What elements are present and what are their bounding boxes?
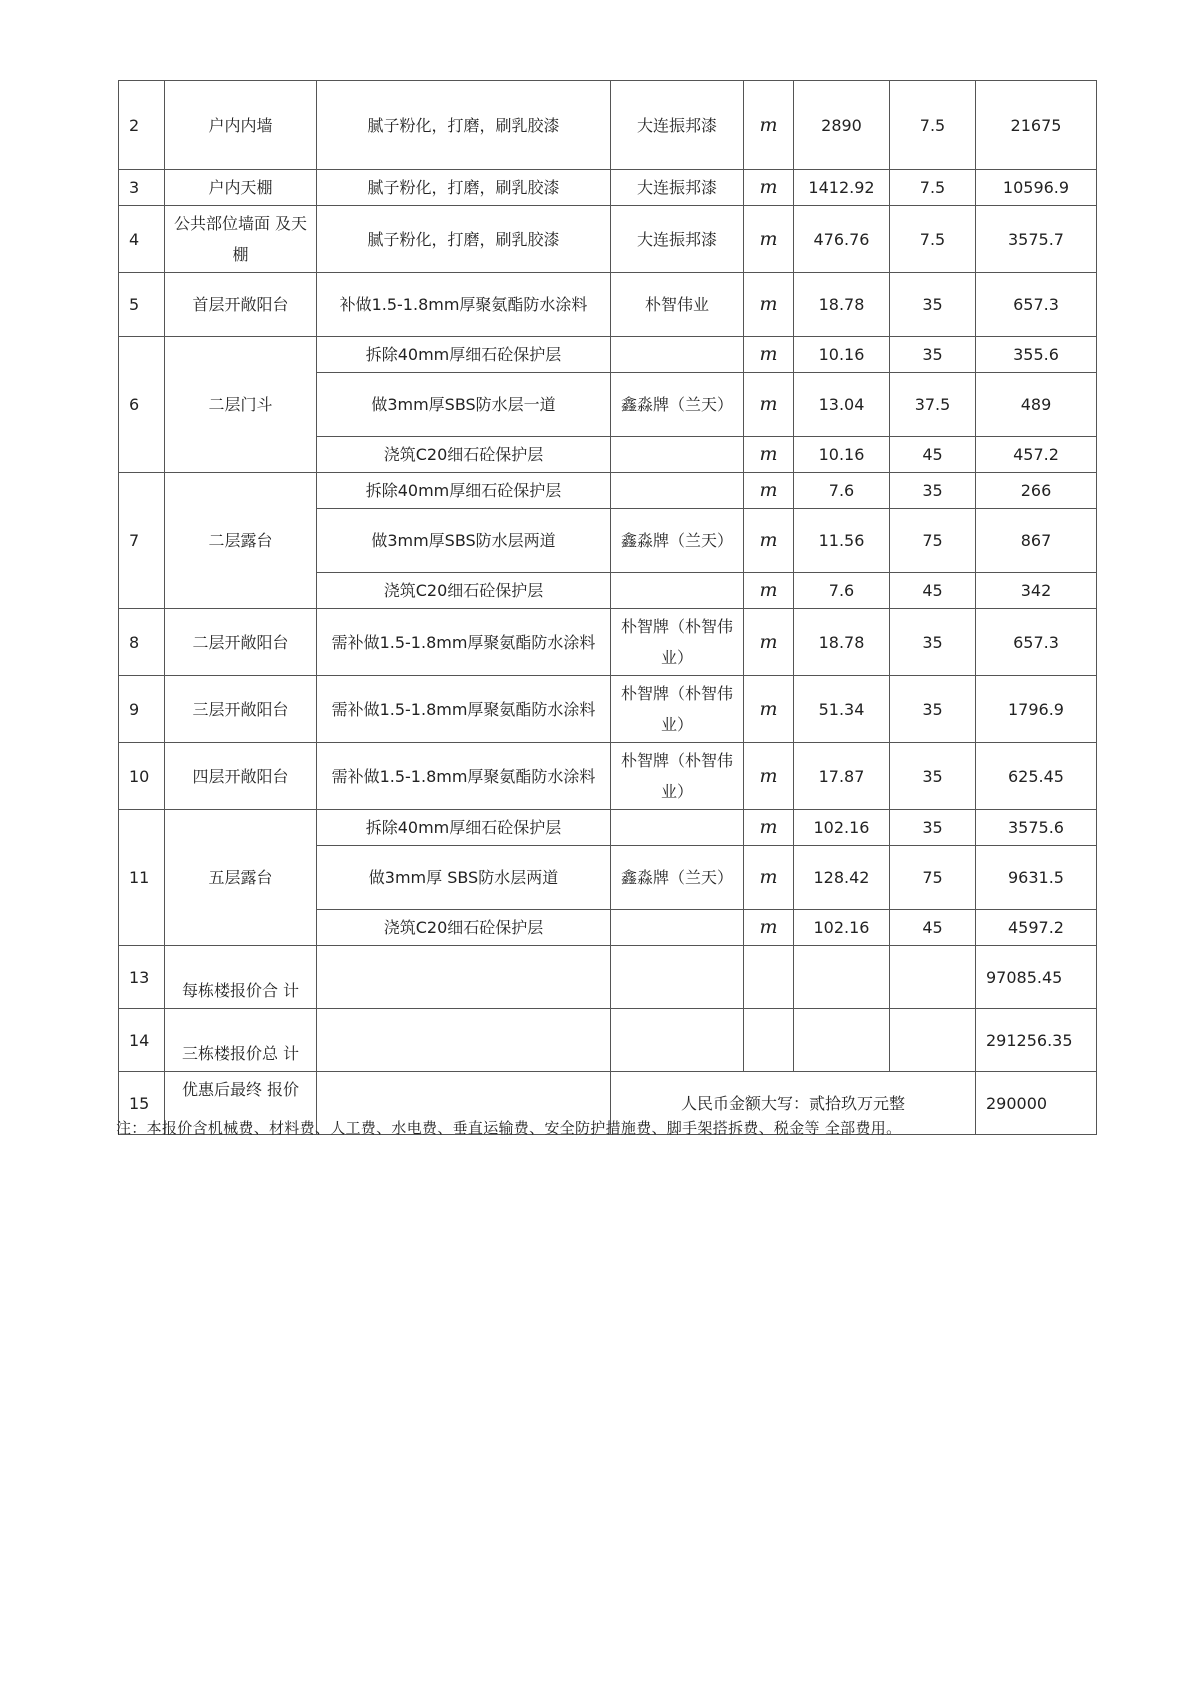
final-total: 290000 bbox=[976, 1072, 1097, 1135]
row-unit-price: 75 bbox=[890, 846, 976, 910]
row-brand: 大连振邦漆 bbox=[611, 81, 744, 170]
row-total: 867 bbox=[976, 509, 1097, 573]
row-unit: m bbox=[744, 743, 794, 810]
quotation-table bbox=[118, 80, 1097, 1135]
row-quantity: 1412.92 bbox=[794, 170, 890, 206]
row-location: 首层开敞阳台 bbox=[165, 273, 317, 337]
row-unit-price: 45 bbox=[890, 437, 976, 473]
row-number: 3 bbox=[119, 170, 165, 206]
row-total: 625.45 bbox=[976, 743, 1097, 810]
row-brand bbox=[611, 810, 744, 846]
empty-cell bbox=[890, 946, 976, 1009]
summary-label: 每栋楼报价合 计 bbox=[165, 946, 317, 1009]
row-total: 657.3 bbox=[976, 273, 1097, 337]
empty-cell bbox=[744, 946, 794, 1009]
row-work-item: 做3mm厚SBS防水层两道 bbox=[317, 509, 611, 573]
row-location: 公共部位墙面 及天棚 bbox=[165, 206, 317, 273]
row-brand: 朴智牌（朴智伟业） bbox=[611, 676, 744, 743]
row-work-item: 做3mm厚SBS防水层一道 bbox=[317, 373, 611, 437]
row-unit: m bbox=[744, 437, 794, 473]
summary-total: 291256.35 bbox=[976, 1009, 1097, 1072]
row-total: 4597.2 bbox=[976, 910, 1097, 946]
row-number: 11 bbox=[119, 810, 165, 946]
summary-number: 13 bbox=[119, 946, 165, 1009]
row-unit-price: 45 bbox=[890, 910, 976, 946]
row-quantity: 13.04 bbox=[794, 373, 890, 437]
empty-cell bbox=[794, 1009, 890, 1072]
row-unit-price: 75 bbox=[890, 509, 976, 573]
row-unit: m bbox=[744, 170, 794, 206]
row-unit-price: 35 bbox=[890, 473, 976, 509]
row-total: 457.2 bbox=[976, 437, 1097, 473]
row-location: 户内天棚 bbox=[165, 170, 317, 206]
table-row bbox=[119, 81, 1097, 170]
row-total: 355.6 bbox=[976, 337, 1097, 373]
row-total: 3575.6 bbox=[976, 810, 1097, 846]
row-brand bbox=[611, 573, 744, 609]
row-location: 二层露台 bbox=[165, 473, 317, 609]
row-number: 2 bbox=[119, 81, 165, 170]
empty-cell bbox=[611, 946, 744, 1009]
table-row bbox=[119, 206, 1097, 273]
summary-number: 14 bbox=[119, 1009, 165, 1072]
row-unit: m bbox=[744, 337, 794, 373]
row-number: 9 bbox=[119, 676, 165, 743]
table-row bbox=[119, 743, 1097, 810]
summary-row bbox=[119, 1009, 1097, 1072]
row-work-item: 腻子粉化，打磨，刷乳胶漆 bbox=[317, 81, 611, 170]
row-brand bbox=[611, 337, 744, 373]
row-unit: m bbox=[744, 473, 794, 509]
row-quantity: 17.87 bbox=[794, 743, 890, 810]
row-quantity: 51.34 bbox=[794, 676, 890, 743]
row-quantity: 102.16 bbox=[794, 810, 890, 846]
row-quantity: 18.78 bbox=[794, 609, 890, 676]
row-work-item: 需补做1.5-1.8mm厚聚氨酯防水涂料 bbox=[317, 743, 611, 810]
row-quantity: 11.56 bbox=[794, 509, 890, 573]
row-unit-price: 35 bbox=[890, 810, 976, 846]
table-row bbox=[119, 676, 1097, 743]
row-total: 342 bbox=[976, 573, 1097, 609]
row-unit: m bbox=[744, 206, 794, 273]
summary-label: 三栋楼报价总 计 bbox=[165, 1009, 317, 1072]
row-total: 9631.5 bbox=[976, 846, 1097, 910]
row-brand bbox=[611, 437, 744, 473]
row-unit-price: 35 bbox=[890, 743, 976, 810]
row-unit: m bbox=[744, 676, 794, 743]
table-row bbox=[119, 810, 1097, 846]
row-brand: 大连振邦漆 bbox=[611, 206, 744, 273]
table-row bbox=[119, 273, 1097, 337]
row-work-item: 需补做1.5-1.8mm厚聚氨酯防水涂料 bbox=[317, 609, 611, 676]
row-quantity: 18.78 bbox=[794, 273, 890, 337]
row-work-item: 浇筑C20细石砼保护层 bbox=[317, 437, 611, 473]
amount-in-words: 人民币金额大写：贰拾玖万元整 bbox=[611, 1072, 976, 1135]
row-unit-price: 35 bbox=[890, 273, 976, 337]
footnote: 注：本报价含机械费、材料费、人工费、水电费、垂直运输费、安全防护措施费、脚手架搭拆费、税金等 全部费用。 bbox=[116, 1119, 902, 1137]
row-work-item: 需补做1.5-1.8mm厚聚氨酯防水涂料 bbox=[317, 676, 611, 743]
empty-cell bbox=[317, 1009, 611, 1072]
final-label: 优惠后最终 报价 bbox=[165, 1072, 317, 1135]
row-total: 21675 bbox=[976, 81, 1097, 170]
row-quantity: 7.6 bbox=[794, 473, 890, 509]
row-unit-price: 35 bbox=[890, 609, 976, 676]
row-location: 二层开敞阳台 bbox=[165, 609, 317, 676]
row-location: 二层门斗 bbox=[165, 337, 317, 473]
table-row bbox=[119, 473, 1097, 509]
row-unit: m bbox=[744, 273, 794, 337]
row-brand: 鑫淼牌（兰天） bbox=[611, 373, 744, 437]
row-number: 8 bbox=[119, 609, 165, 676]
row-quantity: 10.16 bbox=[794, 337, 890, 373]
row-brand: 朴智牌（朴智伟业） bbox=[611, 743, 744, 810]
row-unit: m bbox=[744, 810, 794, 846]
row-work-item: 腻子粉化，打磨，刷乳胶漆 bbox=[317, 206, 611, 273]
empty-cell bbox=[744, 1009, 794, 1072]
row-work-item: 浇筑C20细石砼保护层 bbox=[317, 573, 611, 609]
row-unit-price: 45 bbox=[890, 573, 976, 609]
row-location: 户内内墙 bbox=[165, 81, 317, 170]
row-brand: 鑫淼牌（兰天） bbox=[611, 509, 744, 573]
row-number: 5 bbox=[119, 273, 165, 337]
row-total: 266 bbox=[976, 473, 1097, 509]
row-number: 4 bbox=[119, 206, 165, 273]
row-work-item: 浇筑C20细石砼保护层 bbox=[317, 910, 611, 946]
row-unit-price: 7.5 bbox=[890, 206, 976, 273]
row-work-item: 腻子粉化，打磨，刷乳胶漆 bbox=[317, 170, 611, 206]
row-quantity: 476.76 bbox=[794, 206, 890, 273]
final-number: 15 bbox=[119, 1072, 165, 1135]
row-unit: m bbox=[744, 373, 794, 437]
row-unit-price: 37.5 bbox=[890, 373, 976, 437]
summary-row bbox=[119, 946, 1097, 1009]
row-total: 489 bbox=[976, 373, 1097, 437]
row-unit-price: 35 bbox=[890, 676, 976, 743]
row-unit: m bbox=[744, 609, 794, 676]
row-unit-price: 35 bbox=[890, 337, 976, 373]
empty-cell bbox=[317, 946, 611, 1009]
row-work-item: 做3mm厚 SBS防水层两道 bbox=[317, 846, 611, 910]
row-quantity: 10.16 bbox=[794, 437, 890, 473]
empty-cell bbox=[611, 1009, 744, 1072]
row-location: 五层露台 bbox=[165, 810, 317, 946]
row-brand: 朴智牌（朴智伟业） bbox=[611, 609, 744, 676]
row-brand: 朴智伟业 bbox=[611, 273, 744, 337]
row-work-item: 拆除40mm厚细石砼保护层 bbox=[317, 473, 611, 509]
row-location: 三层开敞阳台 bbox=[165, 676, 317, 743]
row-total: 1796.9 bbox=[976, 676, 1097, 743]
row-unit: m bbox=[744, 509, 794, 573]
row-location: 四层开敞阳台 bbox=[165, 743, 317, 810]
row-quantity: 102.16 bbox=[794, 910, 890, 946]
row-work-item: 补做1.5-1.8mm厚聚氨酯防水涂料 bbox=[317, 273, 611, 337]
table-row bbox=[119, 170, 1097, 206]
empty-cell bbox=[890, 1009, 976, 1072]
row-unit: m bbox=[744, 81, 794, 170]
summary-total: 97085.45 bbox=[976, 946, 1097, 1009]
table-row bbox=[119, 337, 1097, 373]
row-quantity: 2890 bbox=[794, 81, 890, 170]
row-number: 7 bbox=[119, 473, 165, 609]
row-brand bbox=[611, 910, 744, 946]
row-total: 3575.7 bbox=[976, 206, 1097, 273]
row-unit: m bbox=[744, 910, 794, 946]
row-brand: 大连振邦漆 bbox=[611, 170, 744, 206]
row-unit-price: 7.5 bbox=[890, 81, 976, 170]
empty-cell bbox=[794, 946, 890, 1009]
row-unit-price: 7.5 bbox=[890, 170, 976, 206]
row-unit: m bbox=[744, 846, 794, 910]
row-brand bbox=[611, 473, 744, 509]
row-total: 10596.9 bbox=[976, 170, 1097, 206]
row-number: 10 bbox=[119, 743, 165, 810]
row-quantity: 7.6 bbox=[794, 573, 890, 609]
row-work-item: 拆除40mm厚细石砼保护层 bbox=[317, 337, 611, 373]
row-work-item: 拆除40mm厚细石砼保护层 bbox=[317, 810, 611, 846]
row-unit: m bbox=[744, 573, 794, 609]
row-total: 657.3 bbox=[976, 609, 1097, 676]
table-row bbox=[119, 609, 1097, 676]
row-brand: 鑫淼牌（兰天） bbox=[611, 846, 744, 910]
row-number: 6 bbox=[119, 337, 165, 473]
row-quantity: 128.42 bbox=[794, 846, 890, 910]
